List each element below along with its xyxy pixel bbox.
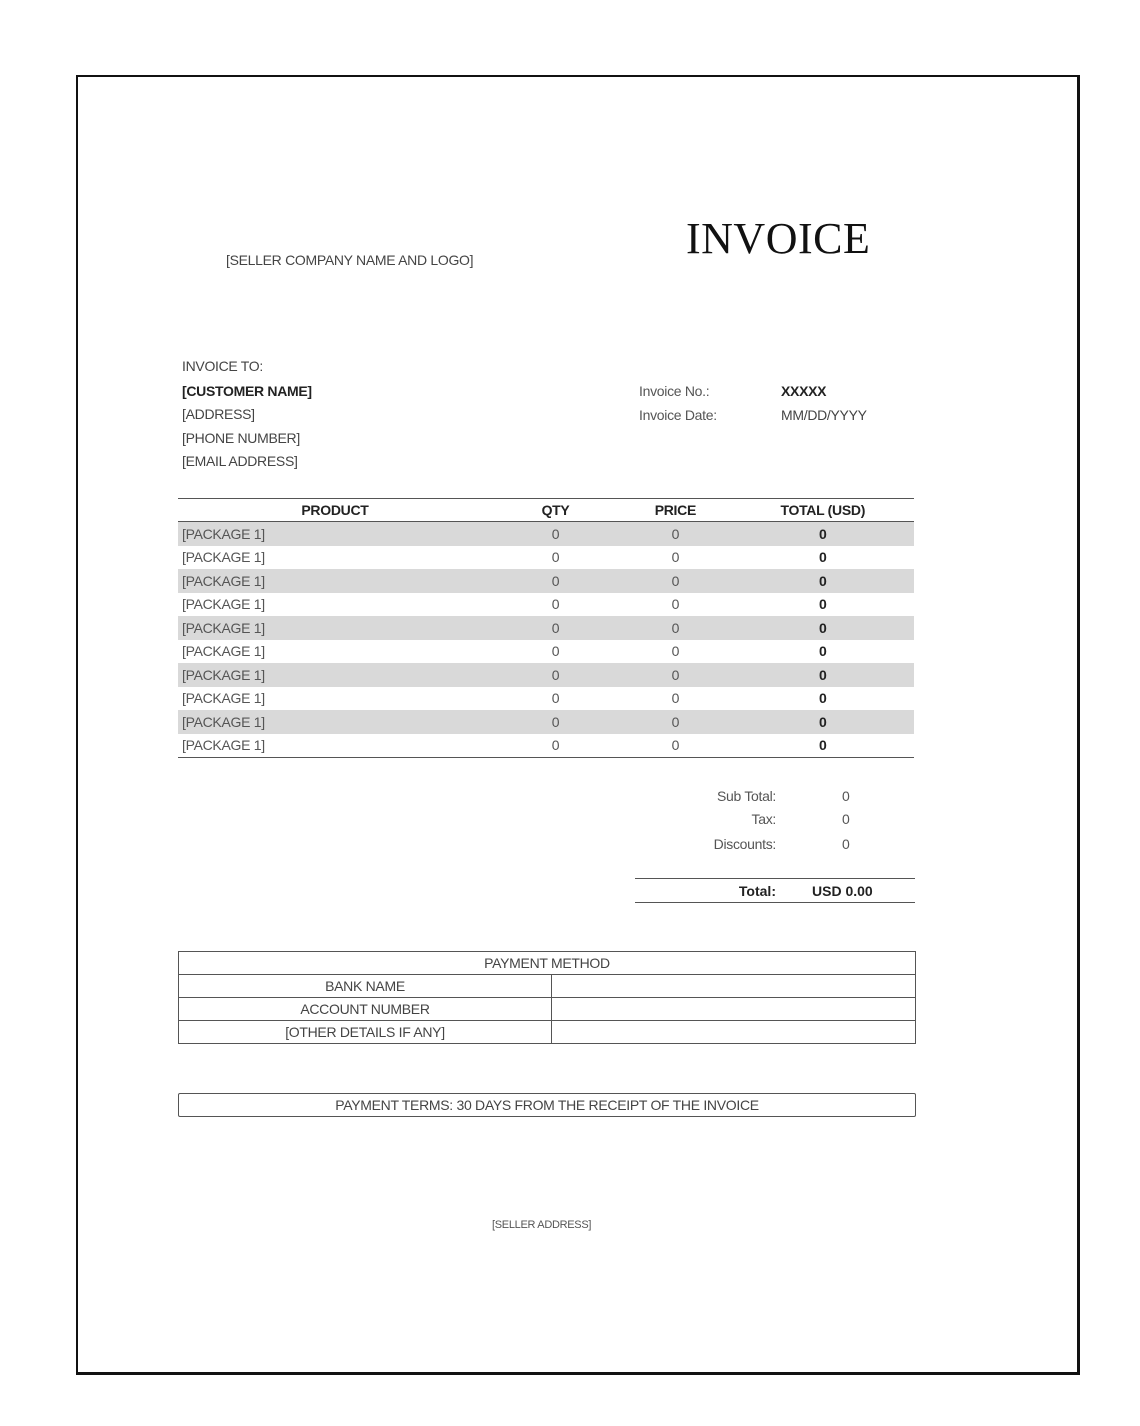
qty-cell: 0 xyxy=(492,710,619,734)
bank-name-label: BANK NAME xyxy=(179,975,552,998)
table-row xyxy=(178,522,914,546)
table-row xyxy=(178,663,914,687)
total-cell: 0 xyxy=(732,569,914,593)
tax-label: Tax: xyxy=(751,811,776,827)
col-qty-header: QTY xyxy=(492,499,619,522)
table-row xyxy=(179,998,916,1021)
invoice-number-label: Invoice No.: xyxy=(639,383,710,399)
product-cell: [PACKAGE 1] xyxy=(178,710,492,734)
col-total-header: TOTAL (USD) xyxy=(732,499,914,522)
product-cell: [PACKAGE 1] xyxy=(178,734,492,758)
customer-name: [CUSTOMER NAME] xyxy=(182,383,312,399)
product-cell: [PACKAGE 1] xyxy=(178,522,492,546)
price-cell: 0 xyxy=(619,734,731,758)
table-row xyxy=(178,734,914,758)
qty-cell: 0 xyxy=(492,663,619,687)
table-row xyxy=(178,593,914,617)
qty-cell: 0 xyxy=(492,522,619,546)
total-cell: 0 xyxy=(819,549,827,566)
total-cell: 0 xyxy=(732,734,914,758)
table-row xyxy=(178,640,914,664)
total-cell: 0 xyxy=(732,522,914,546)
qty-cell: 0 xyxy=(551,596,560,613)
payment-method-header-row xyxy=(179,952,916,975)
product-cell: [PACKAGE 1] xyxy=(182,690,265,707)
line-items-table xyxy=(178,498,914,758)
qty-cell: 0 xyxy=(551,549,560,566)
price-cell: 0 xyxy=(671,690,680,707)
price-cell: 0 xyxy=(619,710,731,734)
customer-email: [EMAIL ADDRESS] xyxy=(182,453,298,469)
product-cell: [PACKAGE 1] xyxy=(178,569,492,593)
product-cell: [PACKAGE 1] xyxy=(178,616,492,640)
price-cell: 0 xyxy=(619,663,731,687)
invoice-page xyxy=(76,75,1080,1375)
total-cell: 0 xyxy=(819,596,827,613)
customer-phone: [PHONE NUMBER] xyxy=(182,430,300,446)
qty-cell: 0 xyxy=(551,690,560,707)
other-details-label: [OTHER DETAILS IF ANY] xyxy=(179,1021,552,1044)
table-row xyxy=(179,1021,916,1044)
total-value: USD 0.00 xyxy=(812,883,873,899)
price-cell: 0 xyxy=(619,522,731,546)
customer-address: [ADDRESS] xyxy=(182,406,255,422)
seller-company-name: [SELLER COMPANY NAME AND LOGO] xyxy=(226,252,474,268)
account-number-label: ACCOUNT NUMBER xyxy=(179,998,552,1021)
product-cell: [PACKAGE 1] xyxy=(182,596,265,613)
table-row xyxy=(178,687,914,711)
price-cell: 0 xyxy=(671,549,680,566)
bank-name-value xyxy=(552,975,916,998)
total-top-rule xyxy=(635,878,915,879)
line-items-header xyxy=(178,499,914,522)
price-cell: 0 xyxy=(671,596,680,613)
table-row xyxy=(179,975,916,998)
col-price-header: PRICE xyxy=(619,499,731,522)
payment-terms: PAYMENT TERMS: 30 DAYS FROM THE RECEIPT OF THE INVOICE xyxy=(178,1093,916,1117)
table-row xyxy=(178,569,914,593)
price-cell: 0 xyxy=(619,569,731,593)
total-cell: 0 xyxy=(819,690,827,707)
qty-cell: 0 xyxy=(492,734,619,758)
total-label: Total: xyxy=(738,883,776,899)
qty-cell: 0 xyxy=(492,569,619,593)
price-cell: 0 xyxy=(619,616,731,640)
payment-method-table xyxy=(178,951,916,1044)
tax-value: 0 xyxy=(842,811,850,827)
total-cell: 0 xyxy=(819,643,827,660)
payment-method-title: PAYMENT METHOD xyxy=(179,952,916,975)
subtotal-value: 0 xyxy=(842,788,850,804)
qty-cell: 0 xyxy=(492,616,619,640)
invoice-date-label: Invoice Date: xyxy=(639,407,717,423)
total-cell: 0 xyxy=(732,663,914,687)
discounts-label: Discounts: xyxy=(713,836,776,852)
discounts-value: 0 xyxy=(842,836,850,852)
table-row xyxy=(178,616,914,640)
subtotal-label: Sub Total: xyxy=(716,788,776,804)
invoice-title: INVOICE xyxy=(686,214,871,263)
product-cell: [PACKAGE 1] xyxy=(182,643,265,660)
col-product-header: PRODUCT xyxy=(178,499,492,522)
total-bottom-rule xyxy=(635,902,915,903)
qty-cell: 0 xyxy=(551,643,560,660)
total-cell: 0 xyxy=(732,616,914,640)
other-details-value xyxy=(552,1021,916,1044)
bill-to-label: INVOICE TO: xyxy=(182,358,263,374)
invoice-number-value: XXXXX xyxy=(781,383,827,399)
seller-address: [SELLER ADDRESS] xyxy=(492,1219,592,1231)
account-number-value xyxy=(552,998,916,1021)
product-cell: [PACKAGE 1] xyxy=(178,663,492,687)
total-cell: 0 xyxy=(732,710,914,734)
invoice-date-value: MM/DD/YYYY xyxy=(781,407,867,423)
price-cell: 0 xyxy=(671,643,680,660)
table-row xyxy=(178,546,914,570)
product-cell: [PACKAGE 1] xyxy=(182,549,265,566)
table-row xyxy=(178,710,914,734)
